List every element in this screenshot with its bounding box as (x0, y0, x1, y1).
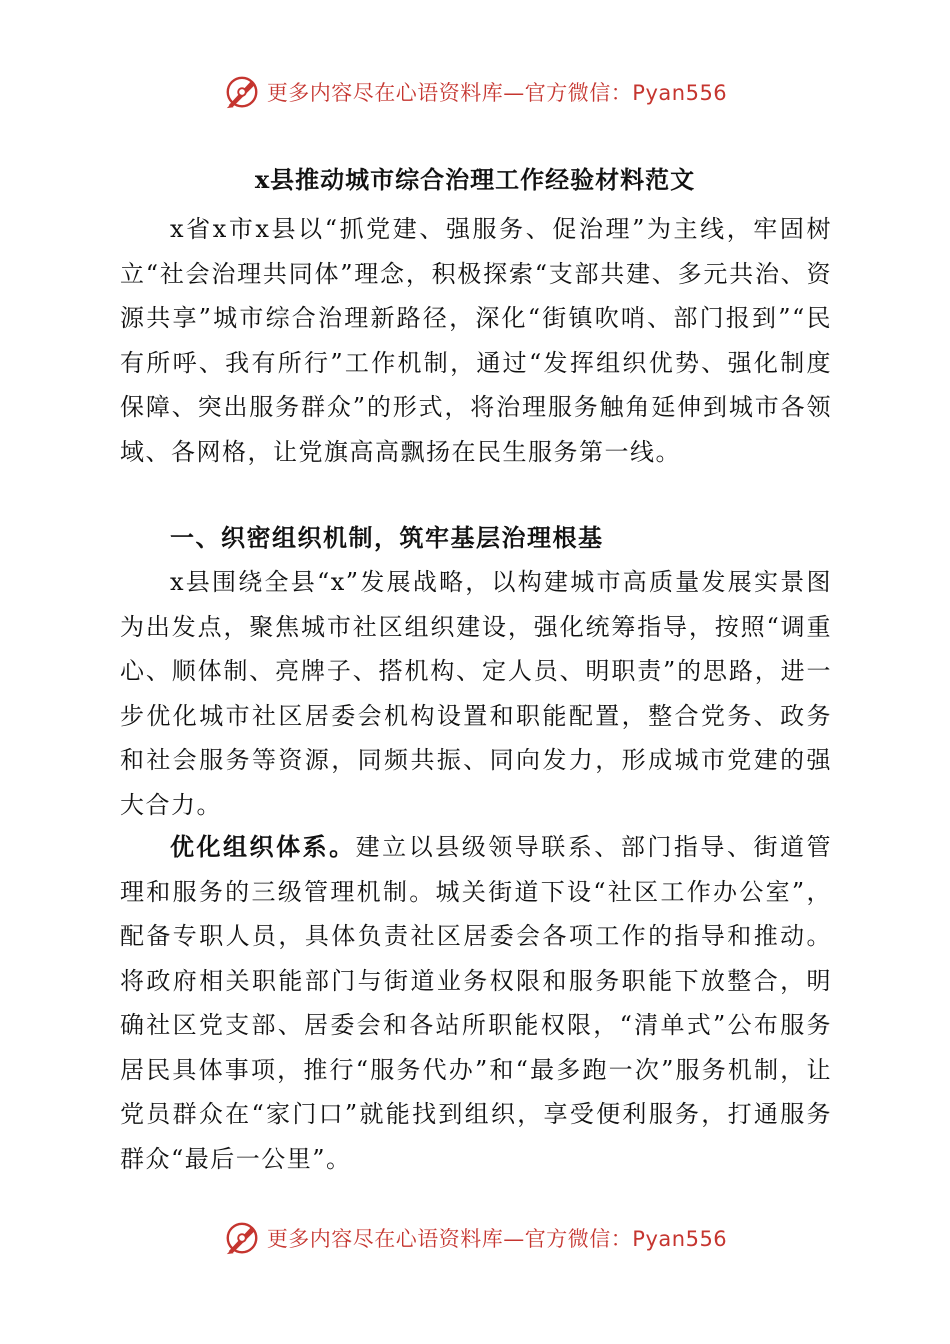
pen-circle-logo-icon (223, 73, 261, 111)
section-paragraph: x县围绕全县“x”发展战略，以构建城市高质量发展实景图为出发点，聚焦城市社区组织建设，强化统筹指导，按照“调重心、顺体制、亮牌子、搭机构、定人员、明职责”的思路，进一步优化城市社区居委会机构设置和职能配置，整合党务、政务和社会服务等资源，同频共振、同向发力，形成城市党建的强大合力。 (120, 568, 832, 819)
intro-paragraph: x省x市x县以“抓党建、强服务、促治理”为主线，牢固树立“社会治理共同体”理念，积极探索“支部共建、多元共治、资源共享”城市综合治理新路径，深化“街镇吹哨、部门报到”“民有所呼、我有所行”工作机制，通过“发挥组织优势、强化制度保障、突出服务群众”的形式，将治理服务触角延伸到城市各领域、各网格，让党旗高高飘扬在民生服务第一线。 (120, 215, 832, 466)
subsection-lead: 优化组织体系。 (170, 832, 356, 861)
watermark-text: 更多内容尽在心语资料库—官方微信：Pyan556 (266, 81, 728, 105)
subsection-paragraph (120, 825, 832, 1181)
pen-circle-logo-icon (223, 1219, 261, 1257)
watermark-text: 更多内容尽在心语资料库—官方微信：Pyan556 (266, 1227, 728, 1251)
watermark-banner-top (0, 72, 950, 112)
subsection-text: 建立以县级领导联系、部门指导、街道管理和服务的三级管理机制。城关街道下设“社区工作办公室”，配备专职人员，具体负责社区居委会各项工作的指导和推动。将政府相关职能部门与街道业务权限和服务职能下放整合，明确社区党支部、居委会和各站所职能权限，“清单式”公布服务居民具体事项，推行“服务代办”和“最多跑一次”服务机制，让党员群众在“家门口”就能找到组织，享受便利服务，打通服务群众“最后一公里”。 (120, 833, 833, 1173)
section-heading: 一、织密组织机制，筑牢基层治理根基 (170, 523, 604, 552)
document-title: x县推动城市综合治理工作经验材料范文 (254, 165, 696, 194)
watermark-banner-bottom (0, 1218, 950, 1258)
